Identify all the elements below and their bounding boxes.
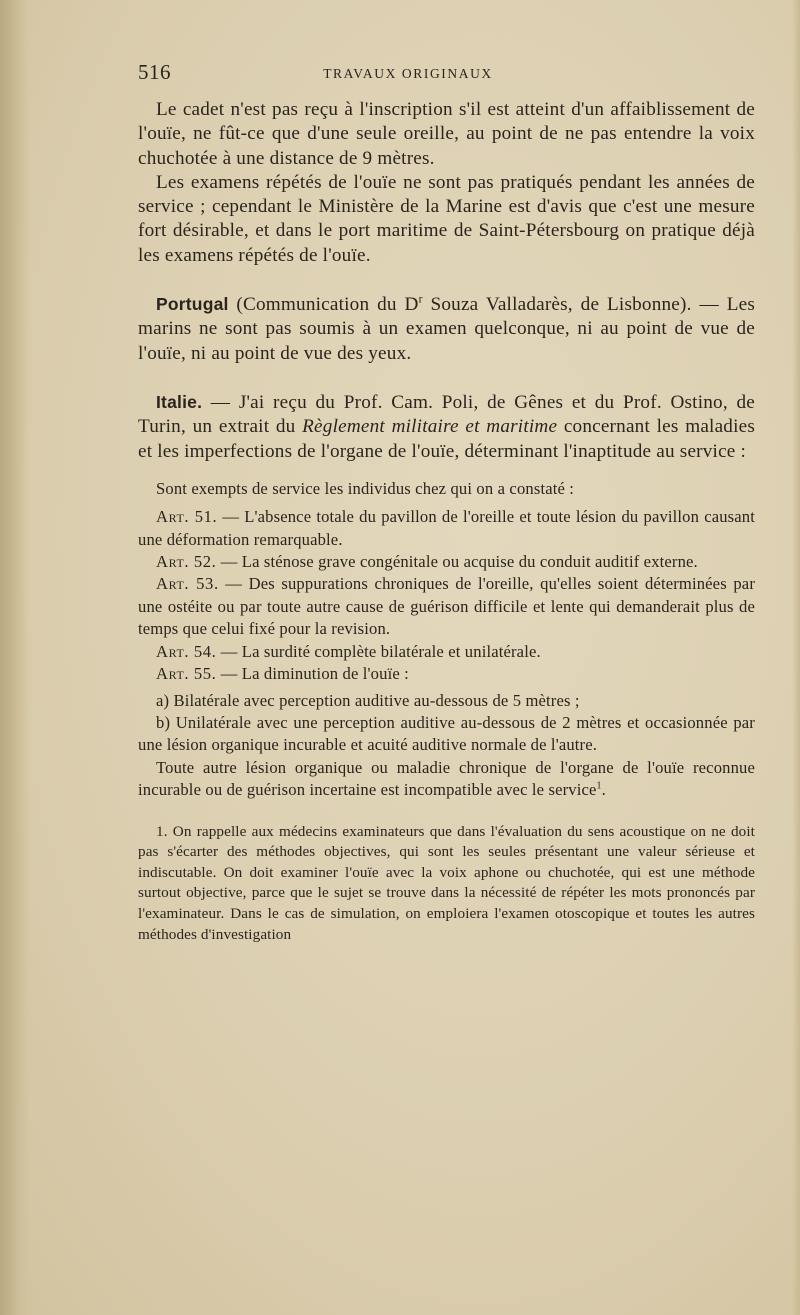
footnote-ref: 1 (596, 780, 602, 792)
closing-paragraph (138, 757, 755, 802)
page-body (138, 98, 755, 945)
portugal-sup: r (418, 293, 423, 306)
article-label: Art. 53. (156, 574, 219, 594)
section-lead-italie: Italie. (156, 391, 203, 412)
paragraph-italie (138, 390, 755, 464)
item-a: a) Bilatérale avec perception auditive au-dessous de 5 mètres ; (156, 690, 580, 710)
article-55 (138, 663, 755, 685)
paragraph-portugal (138, 292, 755, 366)
paragraph-cadet: Le cadet n'est pas reçu à l'inscription s'il est atteint d'un affaiblissement de l'ouïe, ne fût-ce que d'une seule oreille, au point de ne pas entendre la voix chuchotée à une distance de 9 mètres. (138, 99, 755, 169)
italie-italic-title: Règlement militaire et maritime (302, 416, 558, 438)
footnote: 1. On rappelle aux médecins examinateurs que dans l'évaluation du sens acoustique on ne doit pas s'écarter des méthodes objectives, qui sont les seules présentant une valeur sérieuse et indiscutable. On doit examiner l'ouïe avec la voix aphone ou chuchotée, qui est une méthode surtout objective, parce que le sujet se trouve dans la nécessité de répéter les mots prononcés par l'examinateur. Dans le cas de simulation, on emploiera l'examen otoscopique et toutes les autres méthodes d'investigation (138, 822, 755, 943)
article-54 (138, 641, 755, 663)
exempts-intro: Sont exempts de service les individus chez qui on a constaté : (156, 478, 575, 498)
page-shadow-left (0, 0, 30, 1315)
article-51 (138, 506, 755, 551)
page-header (138, 60, 758, 90)
item-b: b) Unilatérale avec une perception auditive au-dessous de 2 mètres et occasionnée par une lésion organique incurable et acuité auditive normale de l'autre. (138, 712, 755, 755)
running-head: TRAVAUX ORIGINAUX (323, 66, 493, 81)
article-label: Art. 54. (156, 641, 217, 661)
article-text: — Des suppurations chroniques de l'oreille, qu'elles soient déterminées par une ostéite ou par toute autre cause de guérison difficile et lente qui demanderait plus de temps que celui fixé pour la revision. (138, 574, 755, 639)
portugal-text-a: (Communication du D (228, 294, 419, 316)
article-text: — La diminution de l'ouïe : (216, 664, 409, 684)
section-lead-portugal: Portugal (156, 294, 229, 315)
article-label: Art. 52. (156, 552, 217, 572)
paragraph-examens: Les examens répétés de l'ouïe ne sont pas pratiqués pendant les années de service ; cependant le Ministère de la Marine est d'avis que c'est une mesure fort désirable, et dans le port maritime de Saint-Pétersbourg on pratique déjà les examens répétés de l'ouïe. (138, 171, 755, 266)
article-text: — La sténose grave congénitale ou acquise du conduit auditif externe. (216, 552, 698, 572)
italie-text-a: — J'ai reçu du Prof. Cam. Poli, de Gênes et du Prof. Ostino, de Turin, un extrait du (138, 391, 755, 438)
article-label: Art. 51. (156, 507, 218, 527)
article-53 (138, 573, 755, 640)
page-shadow-right (792, 0, 800, 1315)
article-text: — La surdité complète bilatérale et unilatérale. (216, 641, 541, 661)
article-text: — L'absence totale du pavillon de l'oreille et toute lésion du pavillon causant une déformation remarquable. (138, 507, 755, 549)
article-52 (138, 551, 755, 573)
page-number: 516 (138, 60, 171, 84)
closing-end: . (601, 780, 606, 800)
portugal-text-b: Souza Valladarès, de Lisbonne). — Les marins ne sont pas soumis à un examen quelconque, ni au point de vue de l'ouïe, ni au point de vue des yeux. (138, 294, 755, 364)
article-label: Art. 55. (156, 664, 217, 684)
italie-text-b: concernant les maladies et les imperfections de l'organe de l'ouïe, déterminant l'inaptitude au service : (138, 416, 755, 462)
closing-text: Toute autre lésion organique ou maladie chronique de l'organe de l'ouïe reconnue incurable ou de guérison incertaine est incompatible avec le service (138, 757, 755, 800)
